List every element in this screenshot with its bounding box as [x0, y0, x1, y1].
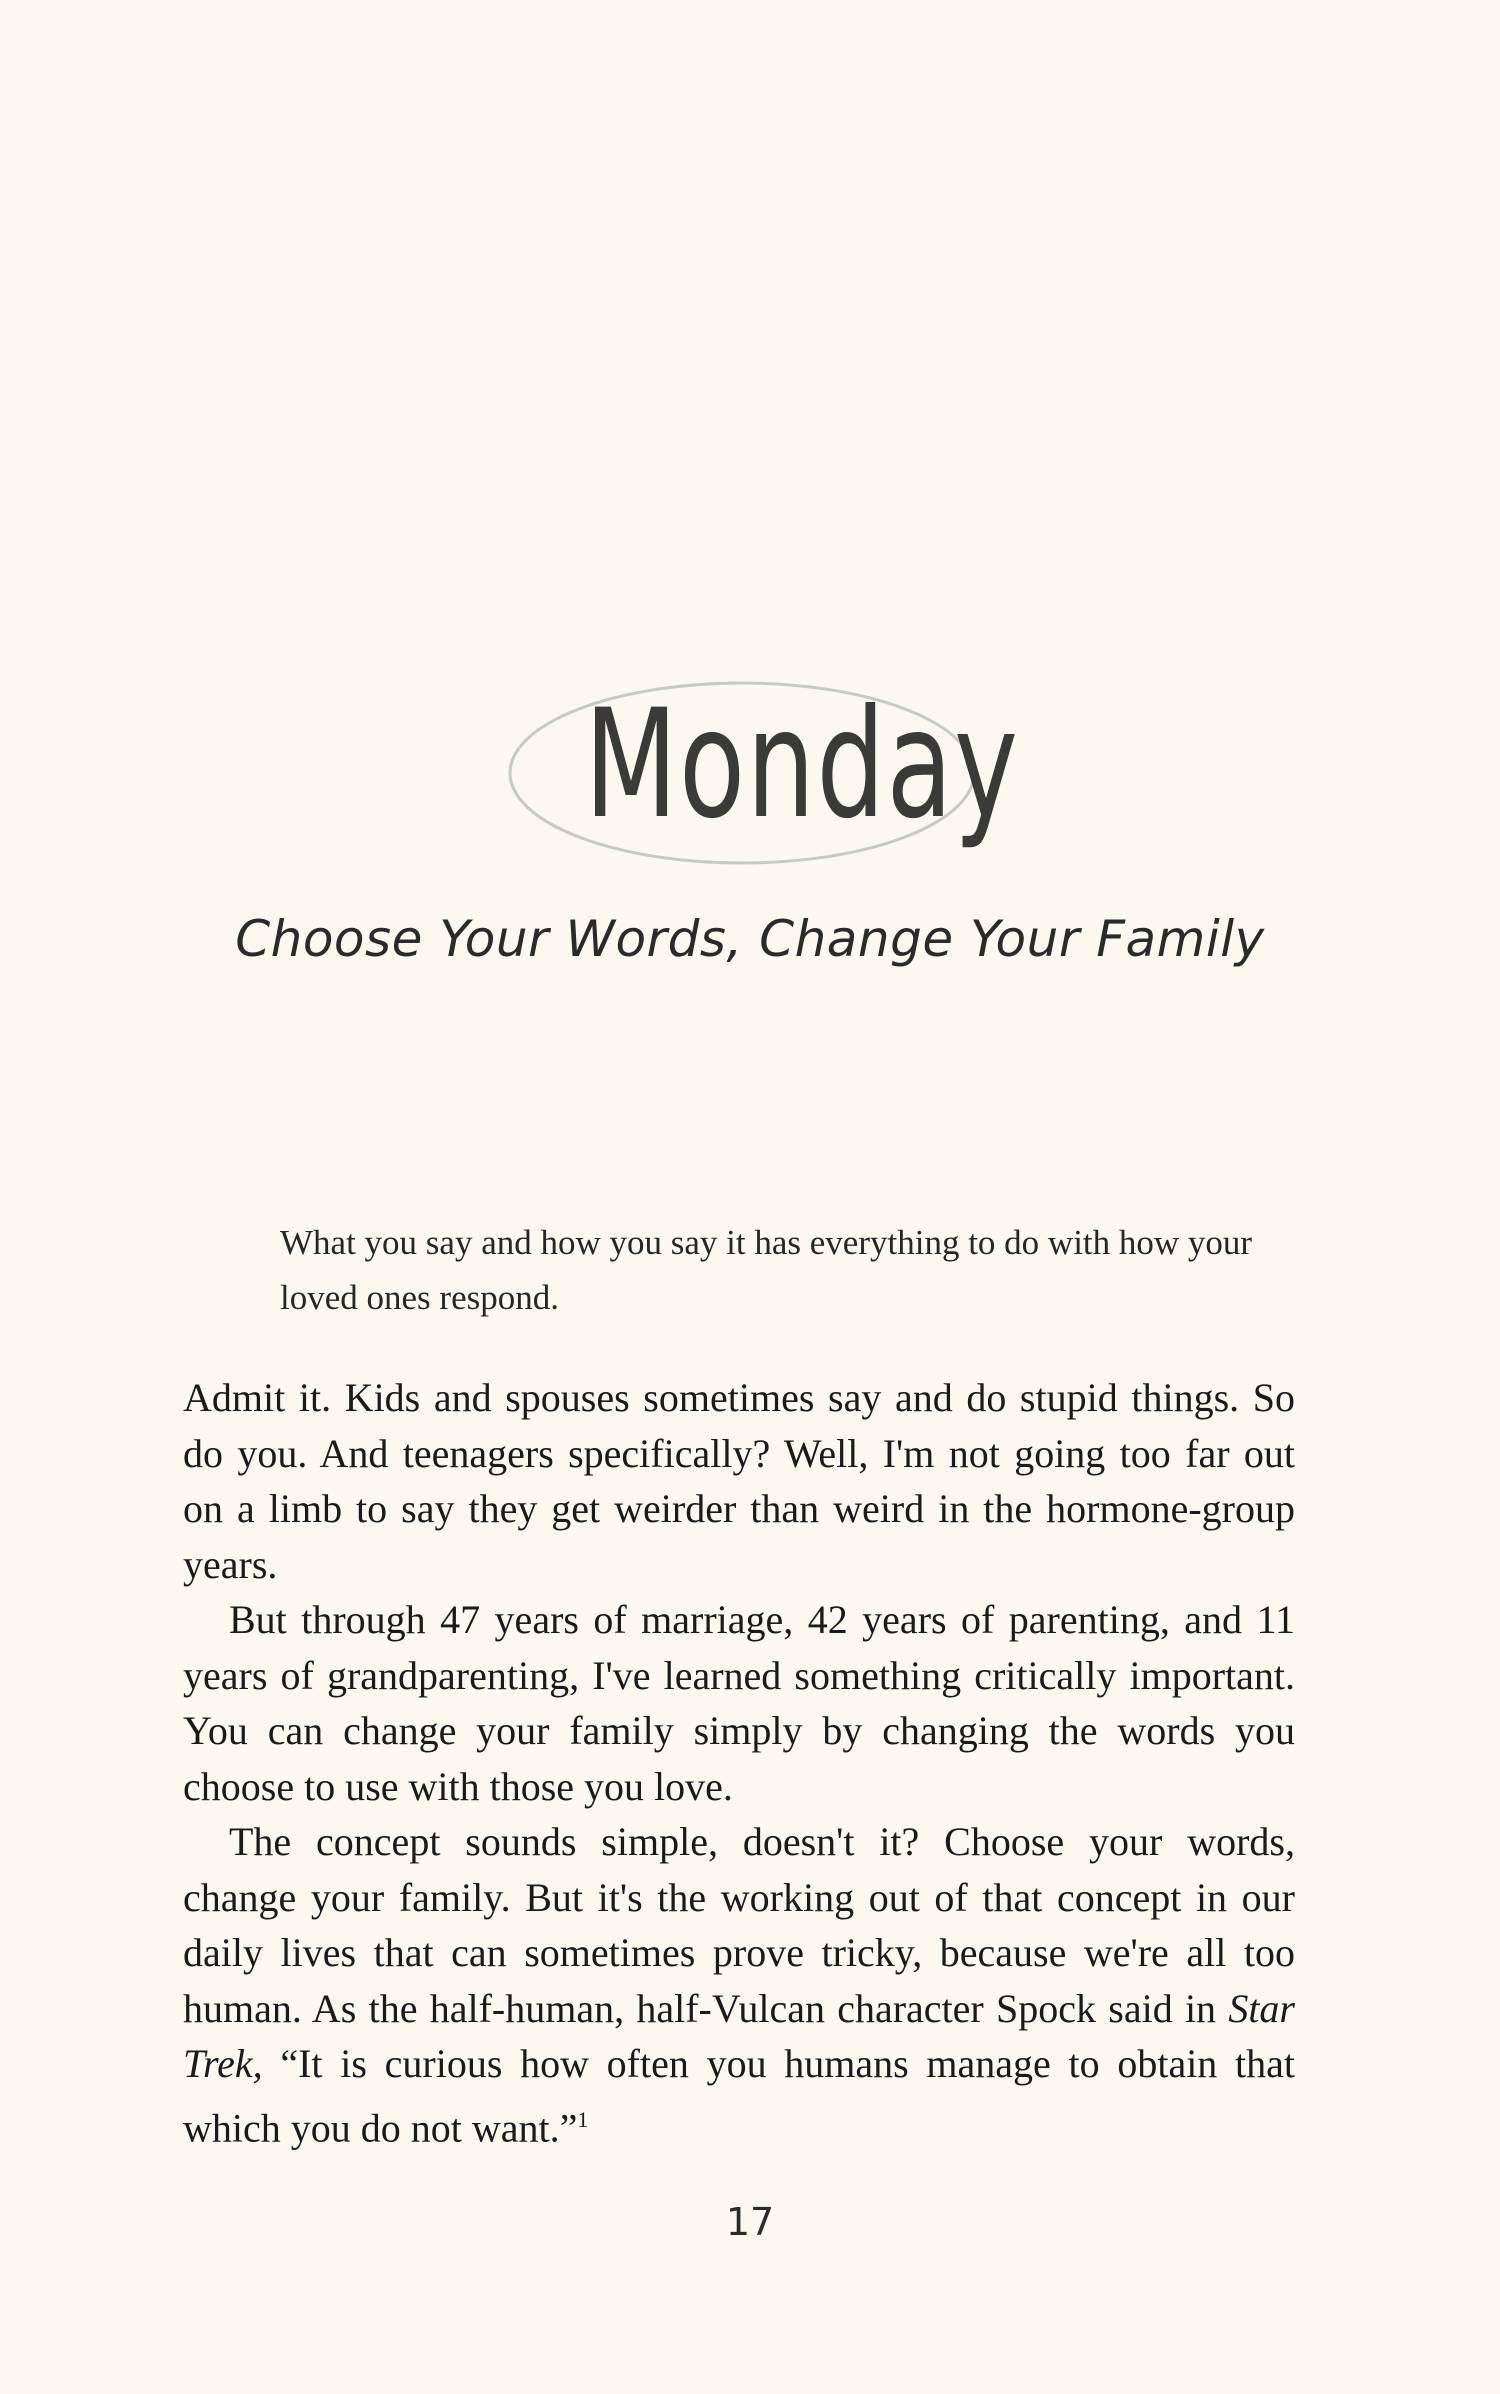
paragraph-3 [183, 1814, 1295, 2155]
chapter-subtitle: Choose Your Words, Change Your Family [235, 910, 1265, 968]
page-number: 17 [725, 2200, 775, 2244]
paragraph-1: Admit it. Kids and spouses sometimes say and do stupid things. So do you. And teenagers specifically? Well, I'm not going too far out on a limb to say they get weirder than weird in the hormone-group years. [183, 1375, 1295, 1587]
chapter-day-title: Monday [584, 678, 1020, 852]
paragraph-3-text-after: “It is curious how often you humans manage to obtain that which you do not want.” [183, 2041, 1295, 2150]
body-text [183, 1370, 1295, 2155]
paragraph-3-text-before: The concept sounds simple, doesn't it? Choose your words, change your family. But it's the working out of that concept in our daily lives that can sometimes prove tricky, because we're all too human. As the half-human, half-Vulcan character Spock said in [183, 1819, 1295, 2031]
chapter-epigraph: What you say and how you say it has everything to do with how your loved ones respond. [280, 1223, 1253, 1317]
work-title: Star Trek, [183, 1985, 1295, 2086]
paragraph-2: But through 47 years of marriage, 42 years of parenting, and 11 years of grandparenting, I've learned something critically important. You can change your family simply by changing the words you choose to use with those you love. [183, 1597, 1295, 1809]
footnote-marker: 1 [577, 2106, 589, 2132]
